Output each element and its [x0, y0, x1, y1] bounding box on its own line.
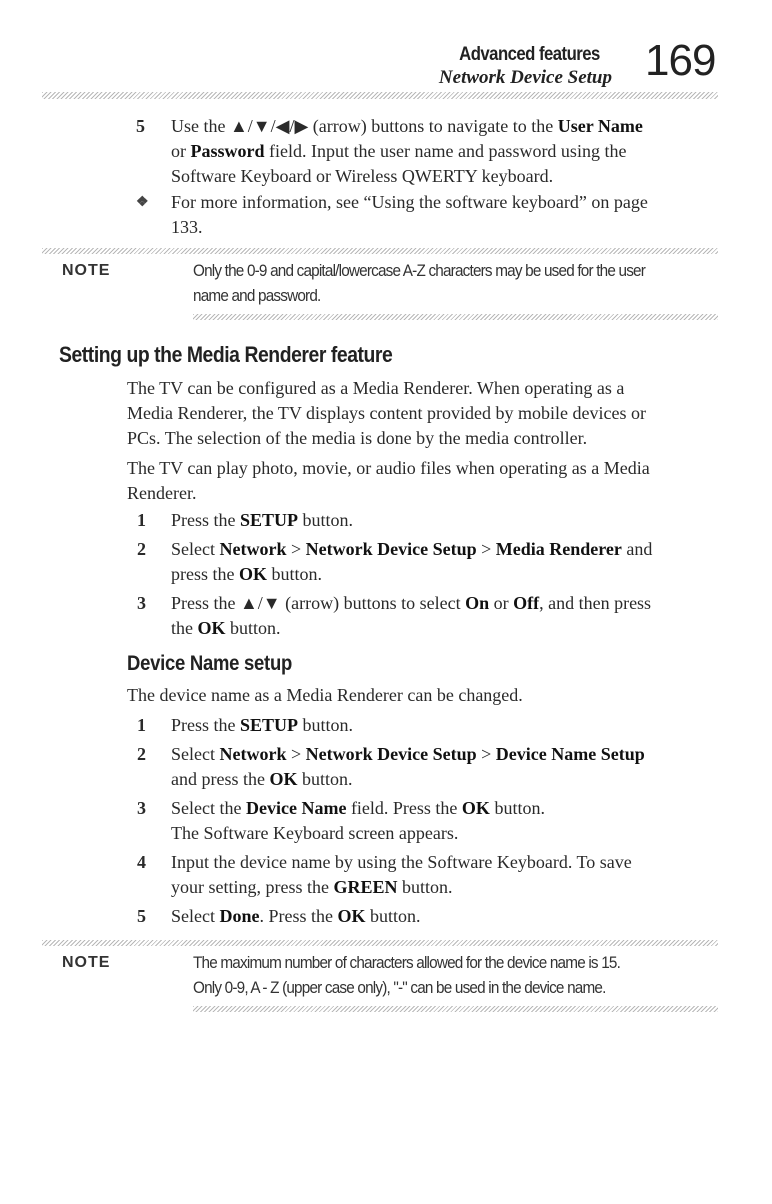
step-number: 5: [136, 116, 145, 136]
page-number: 169: [645, 36, 716, 85]
step-5-text: [171, 114, 731, 189]
step-text: Select Network > Network Device Setup > Device Name Setup and press the OK button.: [171, 744, 645, 789]
note-rule-bottom: [193, 1006, 718, 1012]
more-info-text: For more information, see “Using the software keyboard” on page 133.: [171, 192, 648, 237]
paragraph: The device name as a Media Renderer can be changed.: [127, 685, 523, 705]
step-text: Select Done. Press the OK button.: [171, 906, 421, 926]
step-number: 5: [137, 906, 146, 926]
step-number: 4: [137, 852, 146, 872]
step-text: Press the SETUP button.: [171, 715, 354, 735]
note-label: NOTE: [62, 262, 111, 279]
note-rule-bottom: [193, 314, 718, 320]
step-text: Press the ▲/▼ (arrow) buttons to select On or Off, and then press the OK button.: [171, 593, 652, 638]
note-rule-top: [42, 940, 718, 946]
subsection-heading: Device Name setup: [127, 652, 292, 675]
step-5-line-3: Software Keyboard or Wireless QWERTY keyboard.: [171, 166, 554, 186]
subsection-title: Network Device Setup: [438, 67, 612, 88]
step-number: 3: [137, 593, 146, 613]
note-rule-top: [42, 248, 718, 254]
note-text: The maximum number of characters allowed for the device name is 15. Only 0-9, A - Z (upper case only), "-" can be used in the device name.: [193, 953, 621, 997]
section-title: Advanced features: [459, 44, 600, 65]
step-number: 1: [137, 715, 146, 735]
header-rule: [42, 92, 718, 99]
step-text: Select the Device Name field. Press the OK button. The Software Keyboard screen appears.: [171, 798, 545, 843]
note-label: NOTE: [62, 954, 111, 971]
step-number: 2: [137, 539, 146, 559]
step-text: Press the SETUP button.: [171, 510, 354, 530]
step-5-line-2: or Password field. Input the user name and password using the: [171, 141, 627, 161]
step-number: 2: [137, 744, 146, 764]
step-text: Input the device name by using the Software Keyboard. To save your setting, press the GREEN button.: [171, 852, 632, 897]
bullet-icon: ❖: [136, 195, 149, 210]
step-number: 3: [137, 798, 146, 818]
note-text: Only the 0-9 and capital/lowercase A-Z characters may be used for the user name and password.: [193, 261, 646, 305]
step-5-line-1: Use the ▲/▼/◀/▶ (arrow) buttons to navigate to the User Name: [171, 116, 643, 136]
paragraph: The TV can be configured as a Media Renderer. When operating as a Media Renderer, the TV displays content provided by mobile devices or PCs. The selection of the media is done by the media controller.: [127, 378, 646, 448]
step-number: 1: [137, 510, 146, 530]
section-heading: Setting up the Media Renderer feature: [59, 342, 393, 367]
paragraph: The TV can play photo, movie, or audio files when operating as a Media Renderer.: [127, 458, 650, 503]
step-text: Select Network > Network Device Setup > Media Renderer and press the OK button.: [171, 539, 653, 584]
